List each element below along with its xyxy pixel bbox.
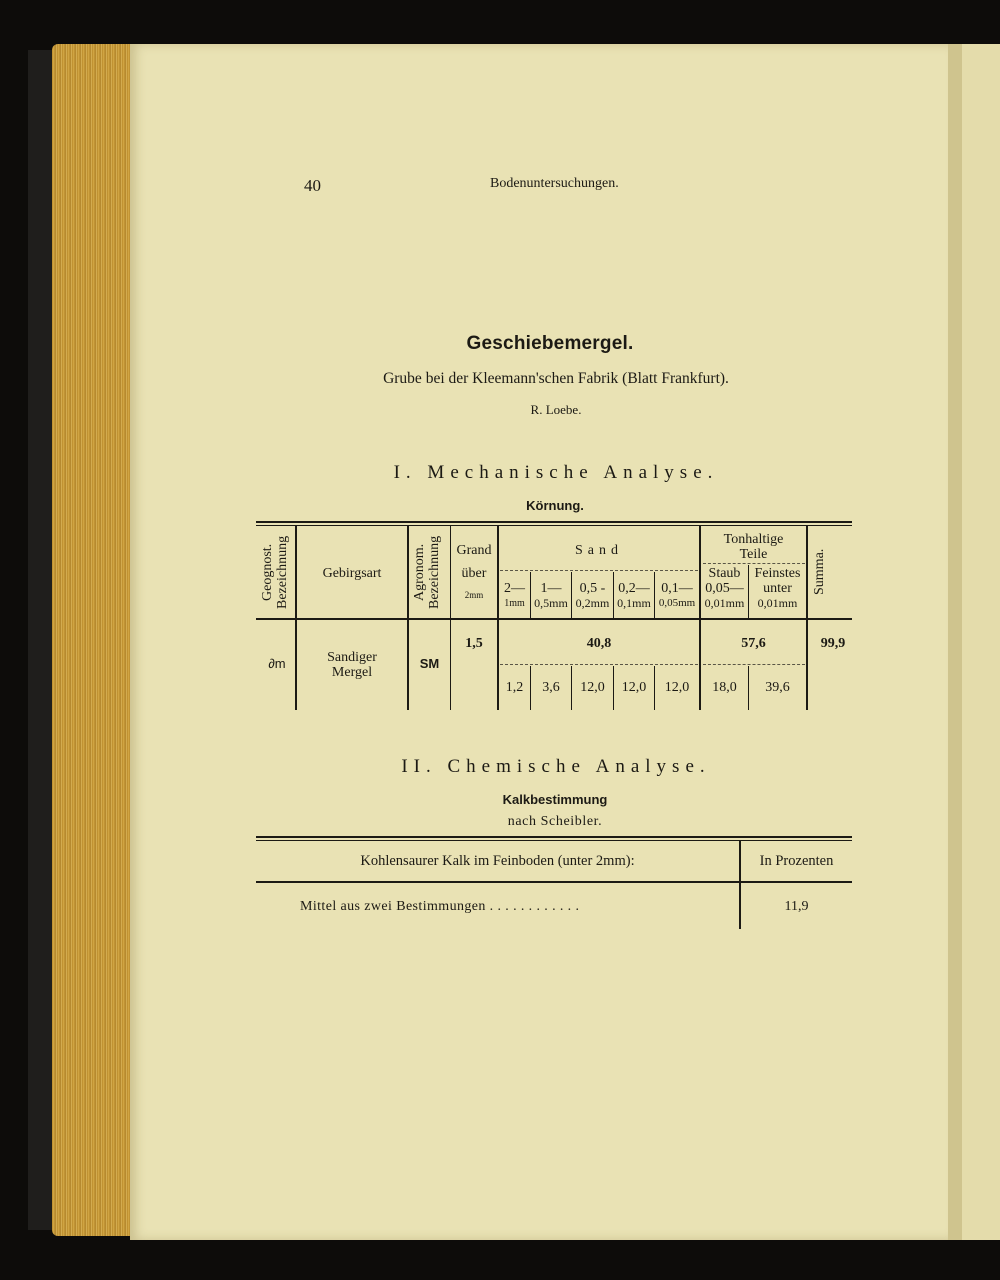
section-heading-chemical: II. Chemische Analyse. [401, 756, 711, 777]
method-note: nach Scheibler. [507, 814, 603, 829]
table2-row-value: 11,9 [784, 899, 809, 914]
table2-row-label: Mittel aus zwei Bestimmungen . . . . . . . . . . . . [300, 899, 580, 914]
sub-header-text: 0,1— [661, 581, 693, 596]
kalkbestimmung-heading: Kalkbestimmung [502, 792, 608, 807]
header-summa-text: Summa. [812, 548, 827, 596]
cell-gebirgsart-1: Sandiger [327, 650, 377, 665]
table2-header-right: In Prozenten [759, 853, 834, 869]
cell-ton-total: 57,6 [741, 636, 766, 651]
cell-part: 12,0 [664, 680, 690, 695]
cell-geognost: ∂m [268, 656, 286, 671]
sub-header-text: 0,01mm [704, 596, 745, 610]
header-sand: Sand [575, 543, 623, 558]
sub-header-text: 0,1mm [617, 596, 651, 610]
cell-part: 1,2 [505, 680, 524, 695]
header-grand-ueber: über [461, 566, 487, 581]
sub-header-text: 1— [540, 581, 562, 596]
header-geognost [260, 528, 292, 616]
table-rule [256, 836, 852, 838]
cell-part: 12,0 [580, 680, 605, 695]
sub-header-text: 1mm [504, 598, 525, 609]
cell-part: 12,0 [621, 680, 647, 695]
sub-header-text: 0,05mm [658, 597, 696, 609]
cell-grand: 1,5 [465, 636, 483, 651]
sub-header-text: Feinstes [754, 566, 801, 581]
sub-header-text: 0,01mm [757, 596, 798, 610]
row-subtotal-rule [500, 664, 698, 665]
author: R. Loebe. [530, 402, 582, 417]
sub-header-feinstes [749, 566, 806, 611]
cell-part: 3,6 [542, 680, 560, 695]
cell-summa: 99,9 [820, 636, 846, 651]
cell-gebirgsart-2: Mergel [331, 665, 373, 680]
page-title: Geschiebemergel. [466, 333, 634, 354]
header-agronom-text: Agronom. Bezeichnung [412, 535, 442, 609]
sub-header-text: 0,2mm [575, 596, 610, 610]
sub-header-text: 2— [504, 581, 525, 596]
row-subtotal-rule [703, 664, 805, 665]
header-geognost-text: Geognost. Bezeichnung [260, 535, 290, 609]
page-stack-edge [52, 44, 134, 1236]
table2-header-left: Kohlensaurer Kalk im Feinboden (unter 2mm): [360, 853, 635, 869]
sub-header-05-02 [572, 581, 613, 611]
header-teile: Teile [739, 547, 768, 562]
header-tonhaltige: Tonhaltige [723, 532, 784, 547]
cell-part: 39,6 [765, 680, 790, 695]
table-rule [256, 618, 852, 620]
sub-header-01-005 [655, 581, 699, 611]
sub-header-text: 0,5mm [534, 596, 568, 610]
running-title: Bodenuntersuchungen. [490, 176, 619, 191]
koernung-heading: Körnung. [526, 498, 584, 513]
section-heading-mechanical: I. Mechanische Analyse. [393, 462, 719, 483]
sub-header-text: 0,5 - [579, 581, 606, 596]
header-summa [812, 528, 846, 616]
column-rule [407, 526, 409, 710]
cell-part: 18,0 [712, 680, 737, 695]
sub-header-2-1 [499, 581, 530, 611]
header-agronom [412, 528, 446, 616]
sub-header-text: 0,05— [705, 581, 744, 596]
header-gebirgsart: Gebirgsart [322, 566, 382, 581]
column-rule [295, 526, 297, 710]
sub-header-text: Staub [708, 566, 741, 581]
page-number: 40 [304, 176, 321, 195]
subheader-rule [500, 570, 698, 571]
sub-header-text: 0,2— [618, 581, 650, 596]
header-grand: Grand [456, 543, 492, 558]
cell-agronom: SM [419, 656, 440, 671]
cell-sand-total: 40,8 [586, 636, 612, 651]
column-rule [806, 526, 808, 710]
subtitle: Grube bei der Kleemann'schen Fabrik (Blatt Frankfurt). [383, 370, 729, 387]
sub-header-1-05 [531, 581, 571, 611]
book-gutter [948, 44, 962, 1240]
table-rule [256, 521, 852, 523]
table-rule [256, 840, 852, 841]
sub-header-staub [701, 566, 748, 611]
table-rule [256, 881, 852, 883]
header-grand-size: 2mm [464, 590, 484, 600]
table-rule [256, 525, 852, 526]
sub-header-02-01 [614, 581, 654, 611]
facing-page [962, 44, 1000, 1240]
sub-header-text: unter [763, 581, 792, 596]
subheader-rule [703, 563, 805, 564]
